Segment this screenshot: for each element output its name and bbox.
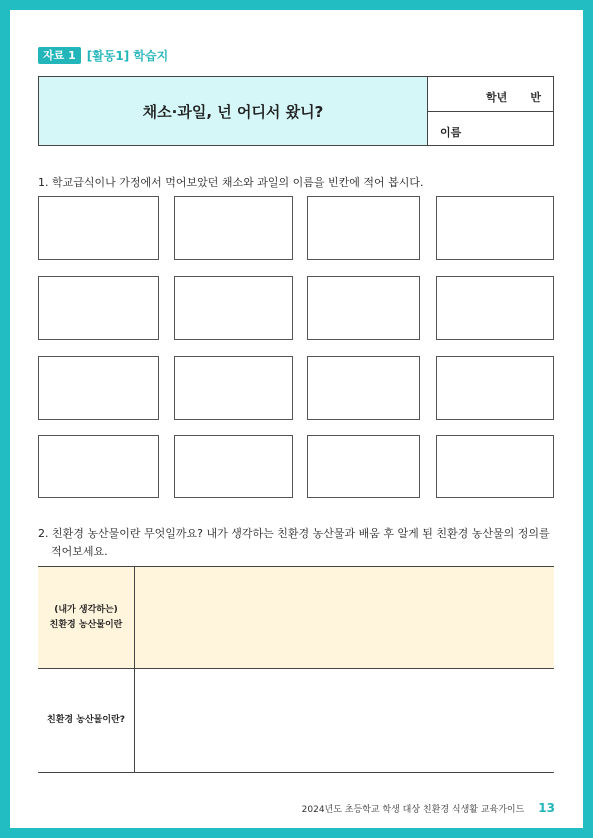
answer-box[interactable] bbox=[307, 356, 420, 420]
my-definition-answer-area[interactable] bbox=[135, 567, 554, 668]
answer-box[interactable] bbox=[307, 276, 420, 340]
question-2-line-2: 적어보세요. bbox=[51, 545, 108, 558]
question-1: 1. 학교급식이나 가정에서 먹어보았던 채소와 과일의 이름을 빈칸에 적어 봅시다. bbox=[38, 176, 424, 189]
class-label: 반 bbox=[530, 91, 541, 104]
definition-row-my-idea bbox=[38, 567, 554, 669]
name-field[interactable] bbox=[428, 112, 553, 146]
label-line-1: (내가 생각하는) bbox=[54, 604, 118, 615]
answer-box[interactable] bbox=[307, 435, 420, 498]
page-footer bbox=[302, 801, 555, 815]
worksheet-title-table bbox=[38, 76, 554, 146]
answer-box[interactable] bbox=[174, 196, 293, 260]
name-label: 이름 bbox=[440, 125, 462, 139]
answer-box[interactable] bbox=[436, 356, 554, 420]
learned-definition-answer-area[interactable] bbox=[135, 669, 554, 772]
answer-box[interactable] bbox=[174, 356, 293, 420]
label-line-2: 친환경 농산물이란 bbox=[49, 619, 123, 630]
definition-row-learned bbox=[38, 669, 554, 772]
answer-box[interactable] bbox=[38, 435, 159, 498]
footer-text: 2024년도 초등학교 학생 대상 친환경 식생활 교육가이드 bbox=[301, 804, 525, 815]
material-badge: 자료 1 bbox=[38, 47, 81, 64]
answer-box[interactable] bbox=[436, 196, 554, 260]
question-2-line-1: 2. 친환경 농산물이란 무엇일까요? 내가 생각하는 친환경 농산물과 배움 후 알게 된 친환경 농산물의 정의를 bbox=[38, 527, 550, 540]
answer-box[interactable] bbox=[436, 435, 554, 498]
answer-box[interactable] bbox=[38, 356, 159, 420]
grade-label: 학년 bbox=[486, 91, 508, 104]
definition-table bbox=[38, 566, 554, 773]
section-header bbox=[38, 47, 168, 64]
definition-row-label bbox=[38, 669, 135, 772]
answer-box[interactable] bbox=[38, 276, 159, 340]
answer-box[interactable] bbox=[174, 435, 293, 498]
page-number: 13 bbox=[538, 801, 555, 815]
activity-title: [활동1] 학습지 bbox=[86, 49, 169, 63]
grade-class-field[interactable] bbox=[428, 77, 553, 112]
definition-row-label bbox=[38, 567, 135, 668]
answer-box[interactable] bbox=[38, 196, 159, 260]
question-2 bbox=[38, 525, 558, 561]
student-info bbox=[428, 77, 553, 145]
worksheet-title: 채소·과일, 넌 어디서 왔니? bbox=[39, 77, 428, 145]
answer-box[interactable] bbox=[436, 276, 554, 340]
answer-box[interactable] bbox=[174, 276, 293, 340]
answer-box[interactable] bbox=[307, 196, 420, 260]
label-line-1: 친환경 농산물이란? bbox=[47, 715, 125, 725]
